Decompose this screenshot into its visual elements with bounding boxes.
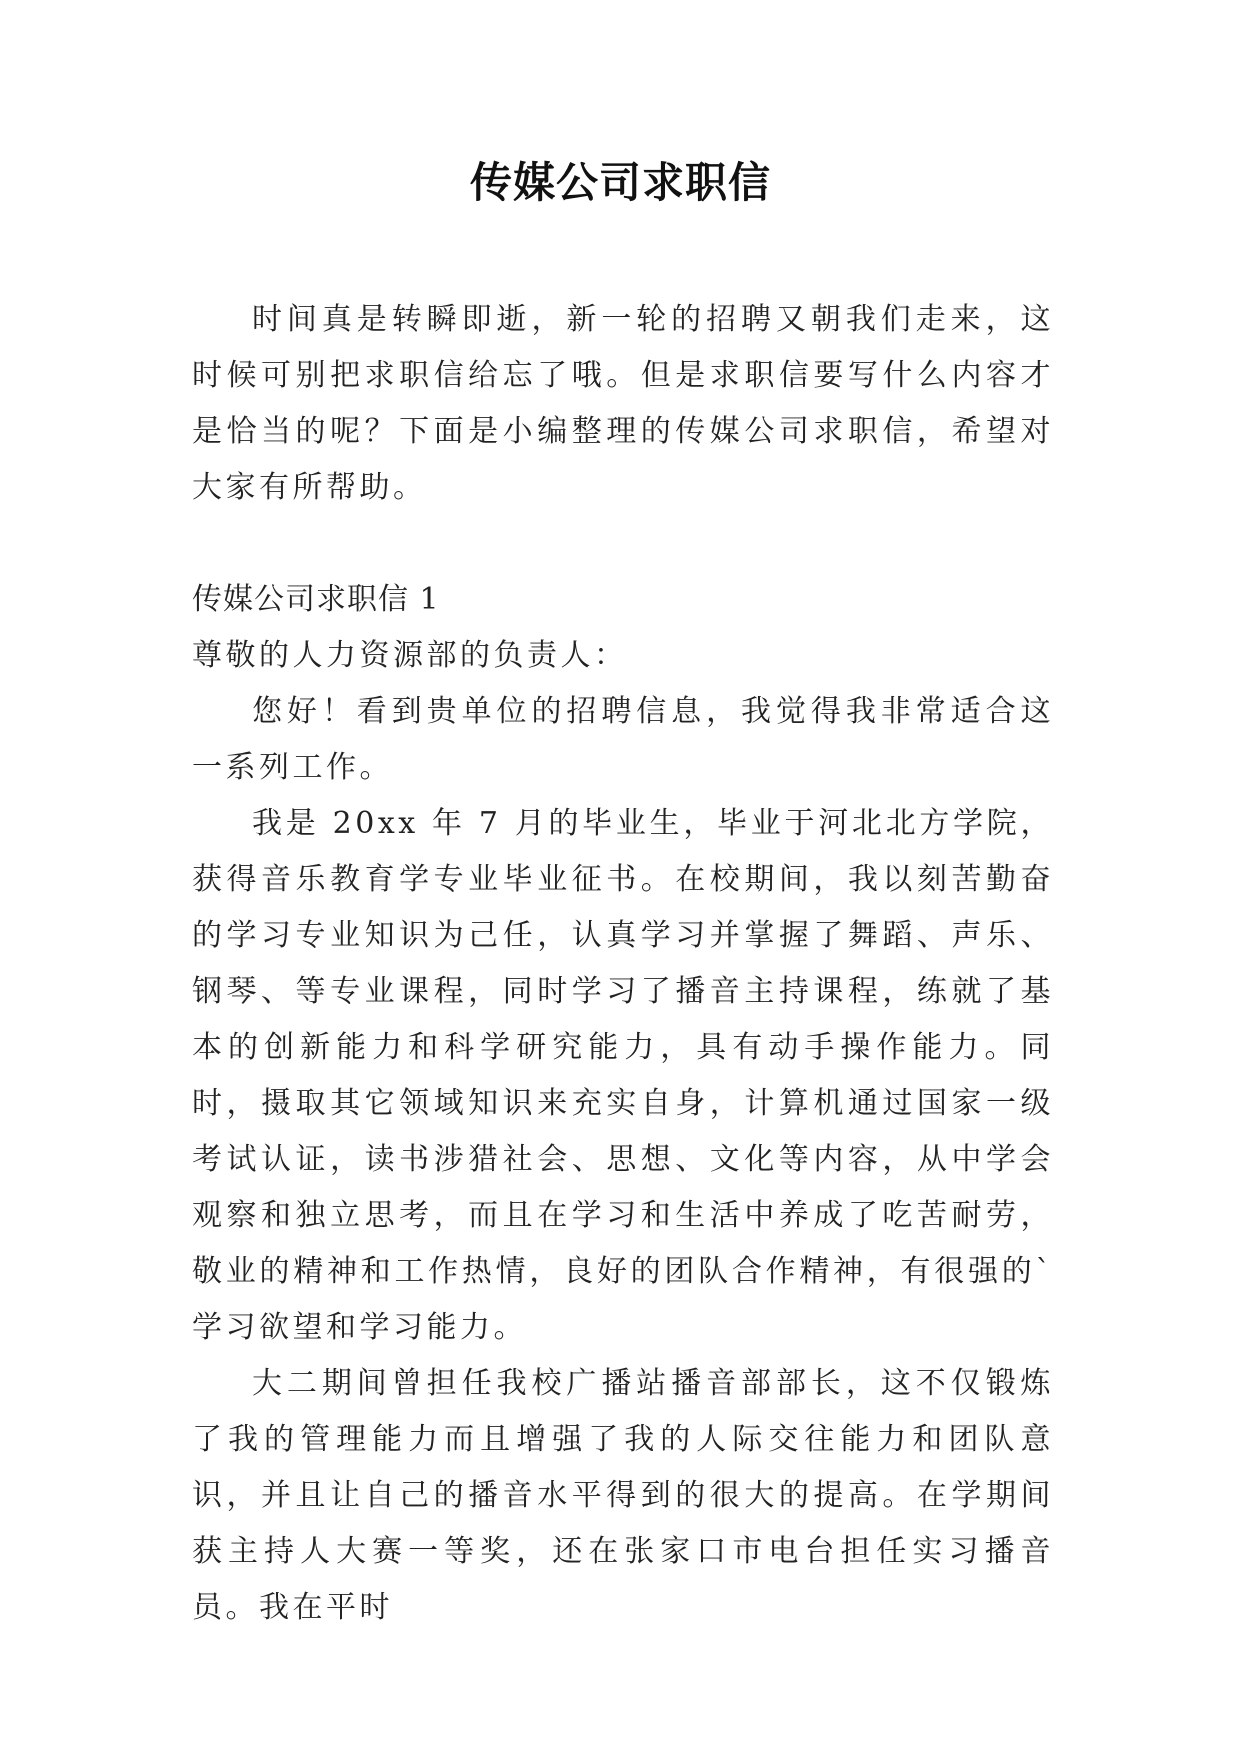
body-paragraph-2: 我是 20xx 年 7 月的毕业生，毕业于河北北方学院，获得音乐教育学专业毕业征书。在校期间，我以刻苦勤奋的学习专业知识为己任，认真学习并掌握了舞蹈、声乐、钢琴、等专业课程，同时学习了播音主持课程，练就了基本的创新能力和科学研究能力，具有动手操作能力。同时，摄取其它领域知识来充实自身，计算机通过国家一级考试认证，读书涉猎社会、思想、文化等内容，从中学会观察和独立思考，而且在学习和生活中养成了吃苦耐劳，敬业的精神和工作热情，良好的团队合作精神，有很强的`学习欲望和学习能力。 [192, 806, 1054, 1345]
body-paragraph-1: 您好！看到贵单位的招聘信息，我觉得我非常适合这一系列工作。 [192, 694, 1054, 785]
intro-paragraph: 时间真是转瞬即逝，新一轮的招聘又朝我们走来，这时候可别把求职信给忘了哦。但是求职信要写什么内容才是恰当的呢？下面是小编整理的传媒公司求职信，希望对大家有所帮助。 [192, 302, 1054, 505]
salutation: 尊敬的人力资源部的负责人： [192, 638, 628, 673]
body-paragraph-3: 大二期间曾担任我校广播站播音部部长，这不仅锻炼了我的管理能力而且增强了我的人际交往能力和团队意识，并且让自己的播音水平得到的很大的提高。在学期间获主持人大赛一等奖，还在张家口市电台担任实习播音员。我在平时 [192, 1366, 1054, 1625]
section-heading: 传媒公司求职信 1 [192, 582, 440, 617]
document-title: 传媒公司求职信 [469, 158, 771, 207]
document-body [192, 292, 1054, 1636]
